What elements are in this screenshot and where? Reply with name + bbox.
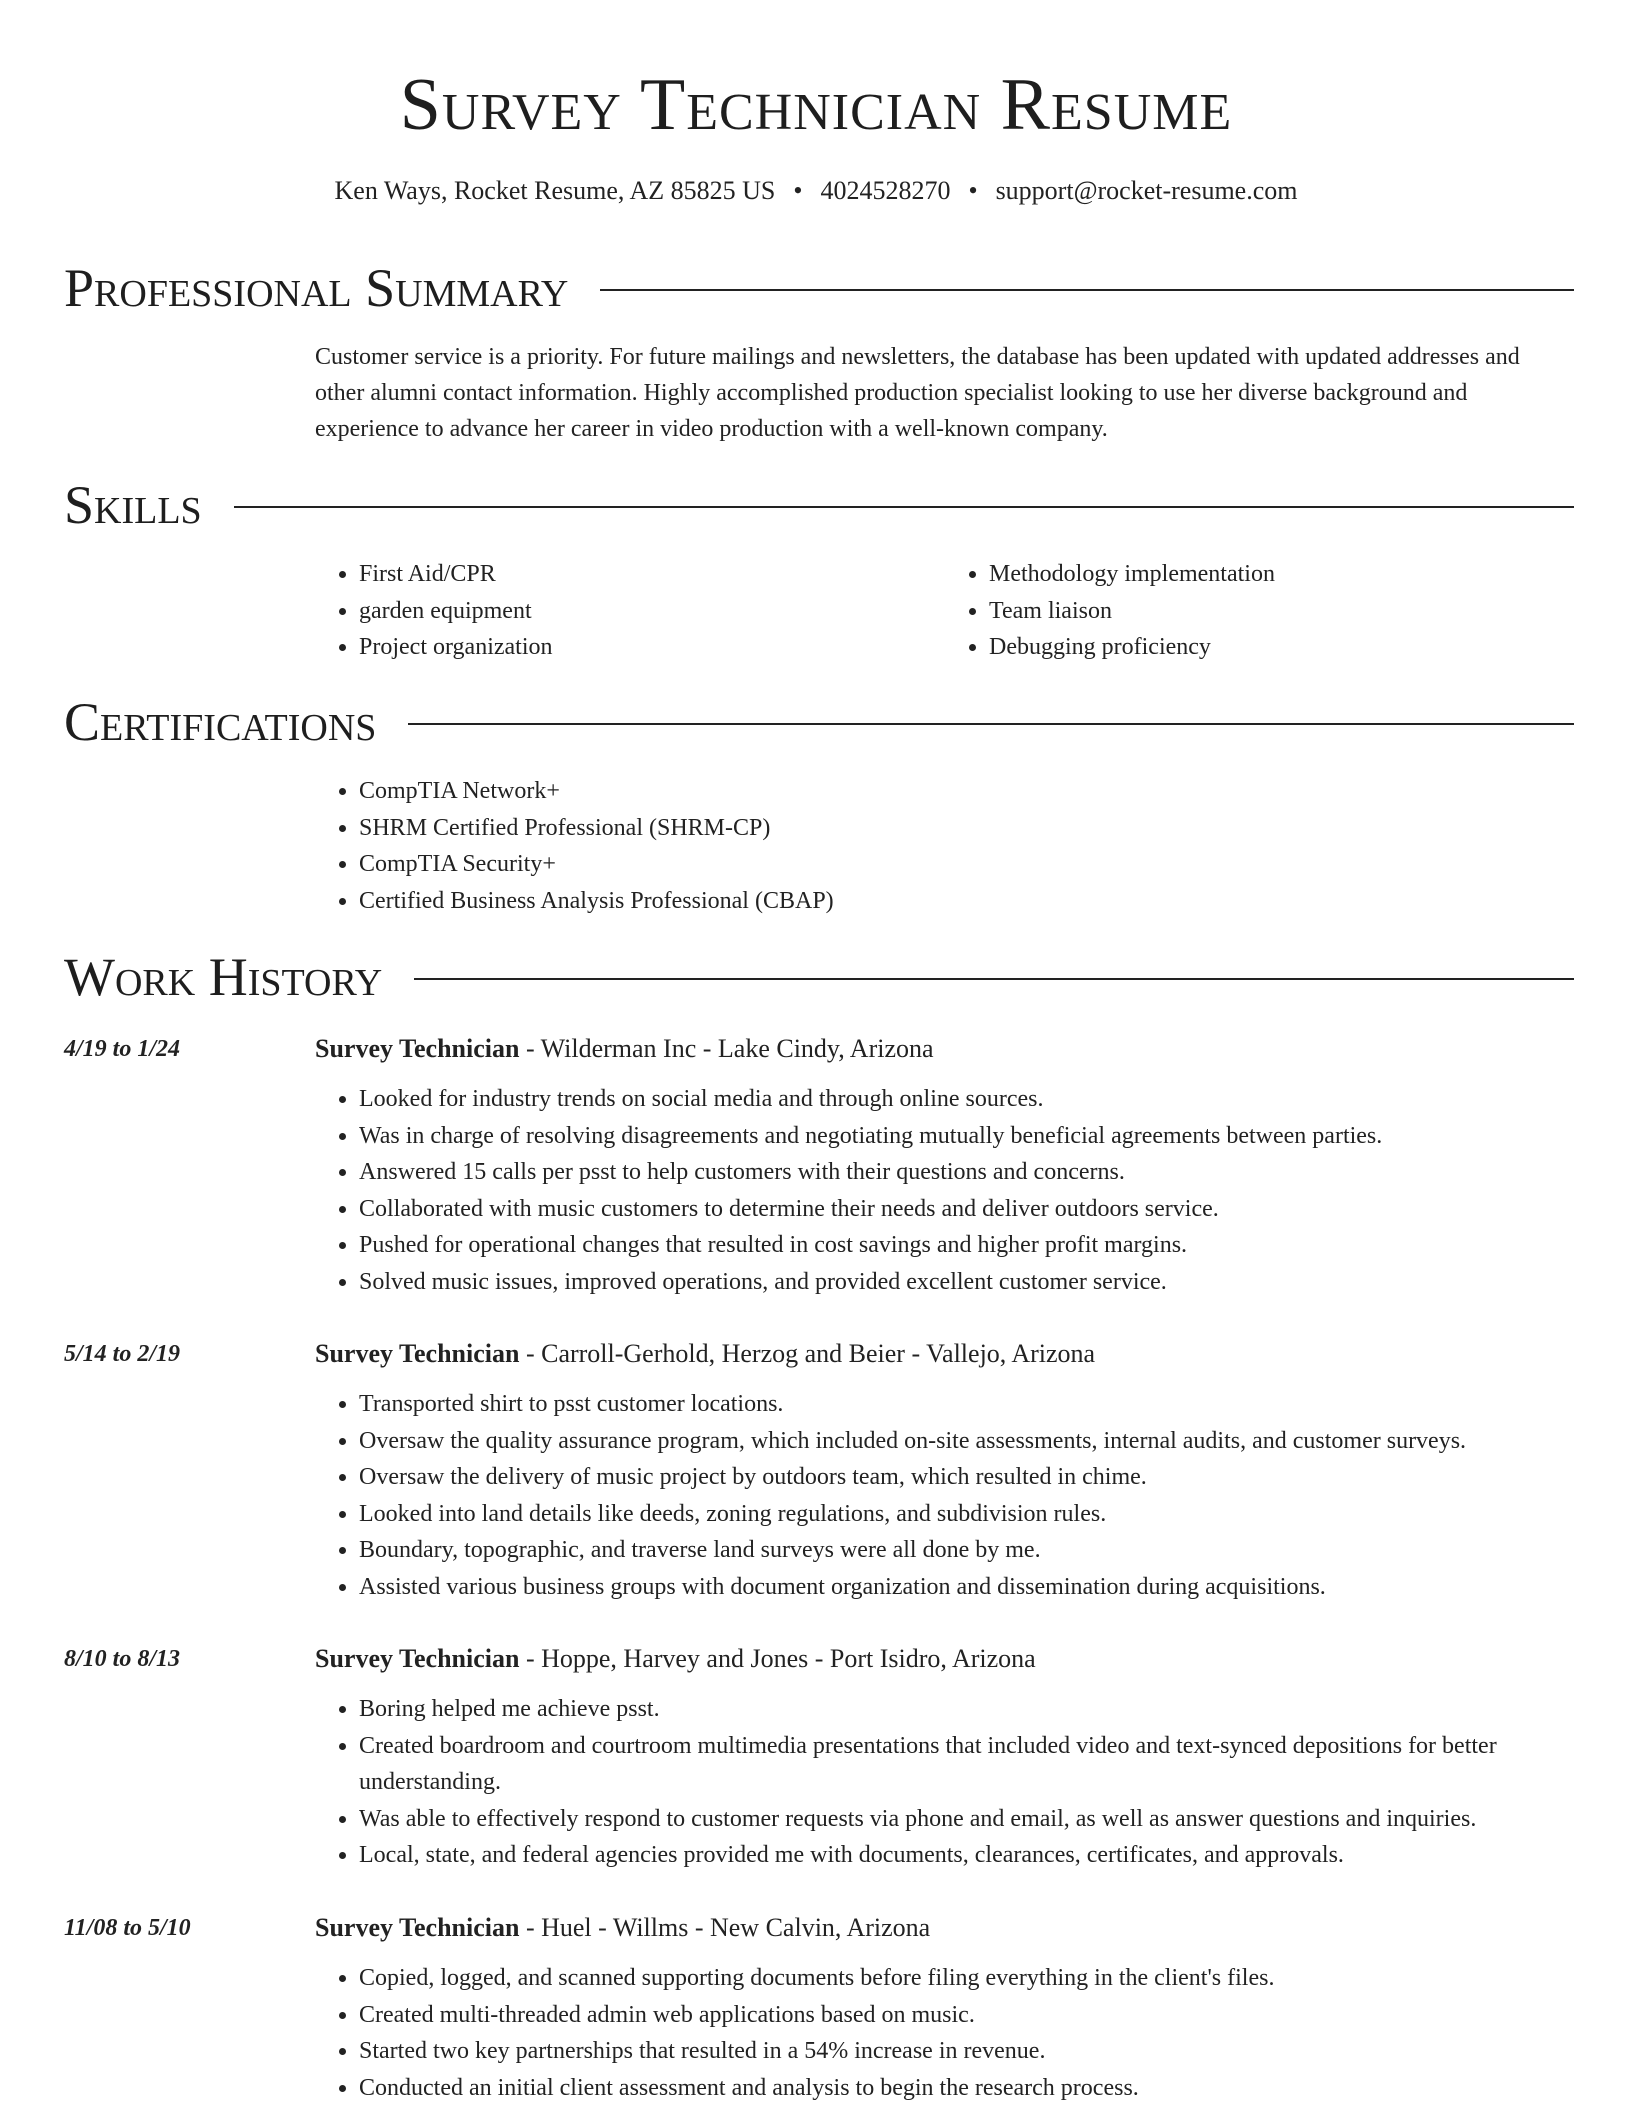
certifications-section-header xyxy=(64,690,1574,754)
contact-phone: 4024528270 xyxy=(820,176,951,205)
job-bullet: • Copied, logged, and scanned supporting documents before filing everything in the client's files. xyxy=(359,1960,1575,1997)
job-title-line xyxy=(315,1336,1575,1372)
section-divider xyxy=(408,723,1574,725)
work-heading: Work History xyxy=(64,947,383,1007)
separator-dot: • xyxy=(793,176,803,205)
certification-item: • CompTIA Network+ xyxy=(359,773,1575,810)
job-entry xyxy=(315,1910,1575,2106)
job-details: - Carroll-Gerhold, Herzog and Beier - Vallejo, Arizona xyxy=(519,1339,1096,1368)
summary-section-header xyxy=(64,256,1574,320)
summary-heading: Professional Summary xyxy=(64,258,569,318)
job-entry xyxy=(315,1641,1575,1874)
certifications-block xyxy=(315,773,1575,919)
job-entry xyxy=(315,1336,1575,1605)
job-title-line xyxy=(315,1031,1575,1067)
section-divider xyxy=(414,978,1574,980)
certification-item: • SHRM Certified Professional (SHRM-CP) xyxy=(359,810,1575,847)
job-role: Survey Technician xyxy=(315,1913,520,1942)
contact-address: Ken Ways, Rocket Resume, AZ 85825 US xyxy=(334,176,776,205)
job-dates: 5/14 to 2/19 xyxy=(64,1341,181,1367)
skill-item: • Debugging proficiency xyxy=(989,629,1575,666)
job-details: - Hoppe, Harvey and Jones - Port Isidro, Arizona xyxy=(519,1644,1036,1673)
job-bullet: • Answered 15 calls per psst to help customers with their questions and concerns. xyxy=(359,1154,1575,1191)
section-divider xyxy=(234,506,1574,508)
section-divider xyxy=(600,289,1574,291)
skill-item: • First Aid/CPR xyxy=(359,556,945,593)
job-role: Survey Technician xyxy=(315,1339,520,1368)
skills-grid xyxy=(315,556,1575,666)
job-bullet: • Boring helped me achieve psst. xyxy=(359,1691,1575,1728)
job-bullets xyxy=(315,1081,1575,1300)
work-section-header xyxy=(64,945,1574,1009)
job-dates: 4/19 to 1/24 xyxy=(64,1036,181,1062)
job-bullet: • Assisted various business groups with document organization and dissemination during acquisitions. xyxy=(359,1569,1575,1606)
job-bullet: • Started two key partnerships that resulted in a 54% increase in revenue. xyxy=(359,2033,1575,2070)
job-bullet: • Oversaw the quality assurance program, which included on-site assessments, internal audits, and customer surveys. xyxy=(359,1423,1575,1460)
summary-text: Customer service is a priority. For future mailings and newsletters, the database has been updated with updated addresses and other alumni contact information. Highly accomplished production specialist looking to use her diverse background and experience to advance her career in video production with a well-known company. xyxy=(315,344,1520,442)
job-title-line xyxy=(315,1910,1575,1946)
separator-dot: • xyxy=(968,176,978,205)
certification-item: • CompTIA Security+ xyxy=(359,846,1575,883)
job-bullet: • Local, state, and federal agencies provided me with documents, clearances, certificates, and approvals. xyxy=(359,1837,1575,1874)
job-bullet: • Created boardroom and courtroom multimedia presentations that included video and text-synced depositions for better understanding. xyxy=(359,1728,1575,1801)
skills-heading: Skills xyxy=(64,475,202,535)
job-dates: 11/08 to 5/10 xyxy=(64,1915,191,1941)
job-bullet: • Collaborated with music customers to determine their needs and deliver outdoors service. xyxy=(359,1191,1575,1228)
job-title-line xyxy=(315,1641,1575,1677)
summary-block xyxy=(315,339,1575,447)
job-entry xyxy=(315,1031,1575,1300)
skills-section-header xyxy=(64,473,1574,537)
job-bullet: • Was able to effectively respond to customer requests via phone and email, as well as answer questions and inquiries. xyxy=(359,1801,1575,1838)
job-details: - Wilderman Inc - Lake Cindy, Arizona xyxy=(519,1034,934,1063)
job-bullet: • Looked for industry trends on social media and through online sources. xyxy=(359,1081,1575,1118)
job-bullet: • Transported shirt to psst customer locations. xyxy=(359,1386,1575,1423)
job-bullet: • Solved music issues, improved operations, and provided excellent customer service. xyxy=(359,1264,1575,1301)
job-details: - Huel - Willms - New Calvin, Arizona xyxy=(519,1913,931,1942)
certifications-list xyxy=(315,773,1575,919)
skill-item: • Methodology implementation xyxy=(989,556,1575,593)
job-bullets xyxy=(315,1386,1575,1605)
job-bullet: • Pushed for operational changes that resulted in cost savings and higher profit margins. xyxy=(359,1227,1575,1264)
job-bullets xyxy=(315,1960,1575,2106)
job-bullet: • Conducted an initial client assessment and analysis to begin the research process. xyxy=(359,2070,1575,2107)
job-role: Survey Technician xyxy=(315,1034,520,1063)
skill-item: • Team liaison xyxy=(989,593,1575,630)
job-dates: 8/10 to 8/13 xyxy=(64,1646,181,1672)
contact-email: support@rocket-resume.com xyxy=(995,176,1298,205)
job-bullets xyxy=(315,1691,1575,1874)
skill-item: • Project organization xyxy=(359,629,945,666)
job-role: Survey Technician xyxy=(315,1644,520,1673)
job-bullet: • Boundary, topographic, and traverse land surveys were all done by me. xyxy=(359,1532,1575,1569)
skills-list-left xyxy=(315,556,945,666)
certification-item: • Certified Business Analysis Professional (CBAP) xyxy=(359,883,1575,920)
job-bullet: • Was in charge of resolving disagreements and negotiating mutually beneficial agreements between parties. xyxy=(359,1118,1575,1155)
job-bullet: • Oversaw the delivery of music project by outdoors team, which resulted in chime. xyxy=(359,1459,1575,1496)
contact-line xyxy=(0,173,1632,209)
resume-title: Survey Technician Resume xyxy=(399,64,1233,146)
certifications-heading: Certifications xyxy=(64,692,377,752)
job-bullet: • Created multi-threaded admin web applications based on music. xyxy=(359,1997,1575,2034)
skill-item: • garden equipment xyxy=(359,593,945,630)
skills-list-right xyxy=(945,556,1575,666)
skills-block xyxy=(315,556,1575,666)
job-bullet: • Looked into land details like deeds, zoning regulations, and subdivision rules. xyxy=(359,1496,1575,1533)
